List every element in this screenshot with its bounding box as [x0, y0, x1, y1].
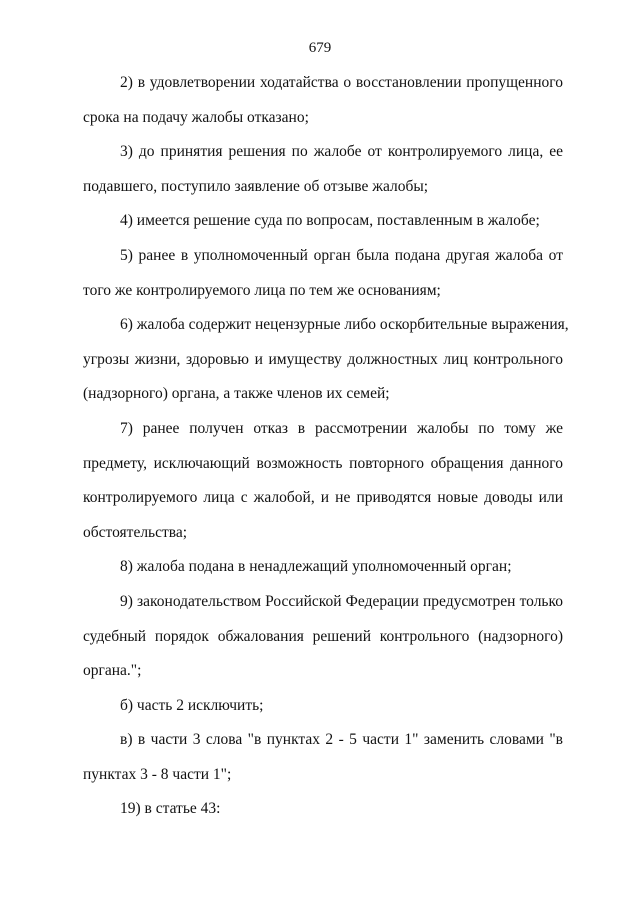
text-line: 7) ранее получен отказ в рассмотрении жалобы по тому же — [120, 419, 563, 437]
text-line: 2) в удовлетворении ходатайства о восстановлении пропущенного — [120, 74, 563, 91]
text-line: б) часть 2 исключить; — [120, 696, 264, 714]
text-line: того же контролируемого лица по тем же основаниям; — [83, 281, 441, 299]
text-line: обстоятельства; — [83, 523, 188, 541]
text-line: 6) жалоба содержит нецензурные либо оскорбительные выражения, — [120, 316, 569, 334]
text-line: угрозы жизни, здоровью и имуществу должностных лиц контрольного — [83, 350, 563, 368]
text-line: пунктах 3 - 8 части 1"; — [83, 765, 232, 783]
text-line: органа."; — [83, 662, 142, 680]
text-line: 4) имеется решение суда по вопросам, поставленным в жалобе; — [120, 212, 540, 230]
text-line: контролируемого лица с жалобой, и не приводятся новые доводы или — [83, 489, 563, 507]
text-line: 3) до принятия решения по жалобе от контролируемого лица, ее — [120, 143, 563, 161]
text-line: (надзорного) органа, а также членов их семей; — [83, 385, 390, 403]
text-line: 9) законодательством Российской Федерации предусмотрен только — [120, 592, 563, 610]
text-line: срока на подачу жалобы отказано; — [83, 108, 309, 126]
text-line: 19) в статье 43: — [120, 800, 221, 818]
text-line: 5) ранее в уполномоченный орган была подана другая жалоба от — [120, 246, 563, 264]
text-line: 8) жалоба подана в ненадлежащий уполномоченный орган; — [120, 558, 512, 576]
text-line: судебный порядок обжалования решений контрольного (надзорного) — [83, 627, 563, 645]
text-line: подавшего, поступило заявление об отзыве жалобы; — [83, 177, 429, 195]
text-line: предмету, исключающий возможность повторного обращения данного — [83, 454, 563, 472]
text-line: в) в части 3 слова "в пунктах 2 - 5 части 1" заменить словами "в — [120, 731, 563, 749]
document-body — [83, 66, 569, 827]
page-number: 679 — [308, 40, 332, 56]
